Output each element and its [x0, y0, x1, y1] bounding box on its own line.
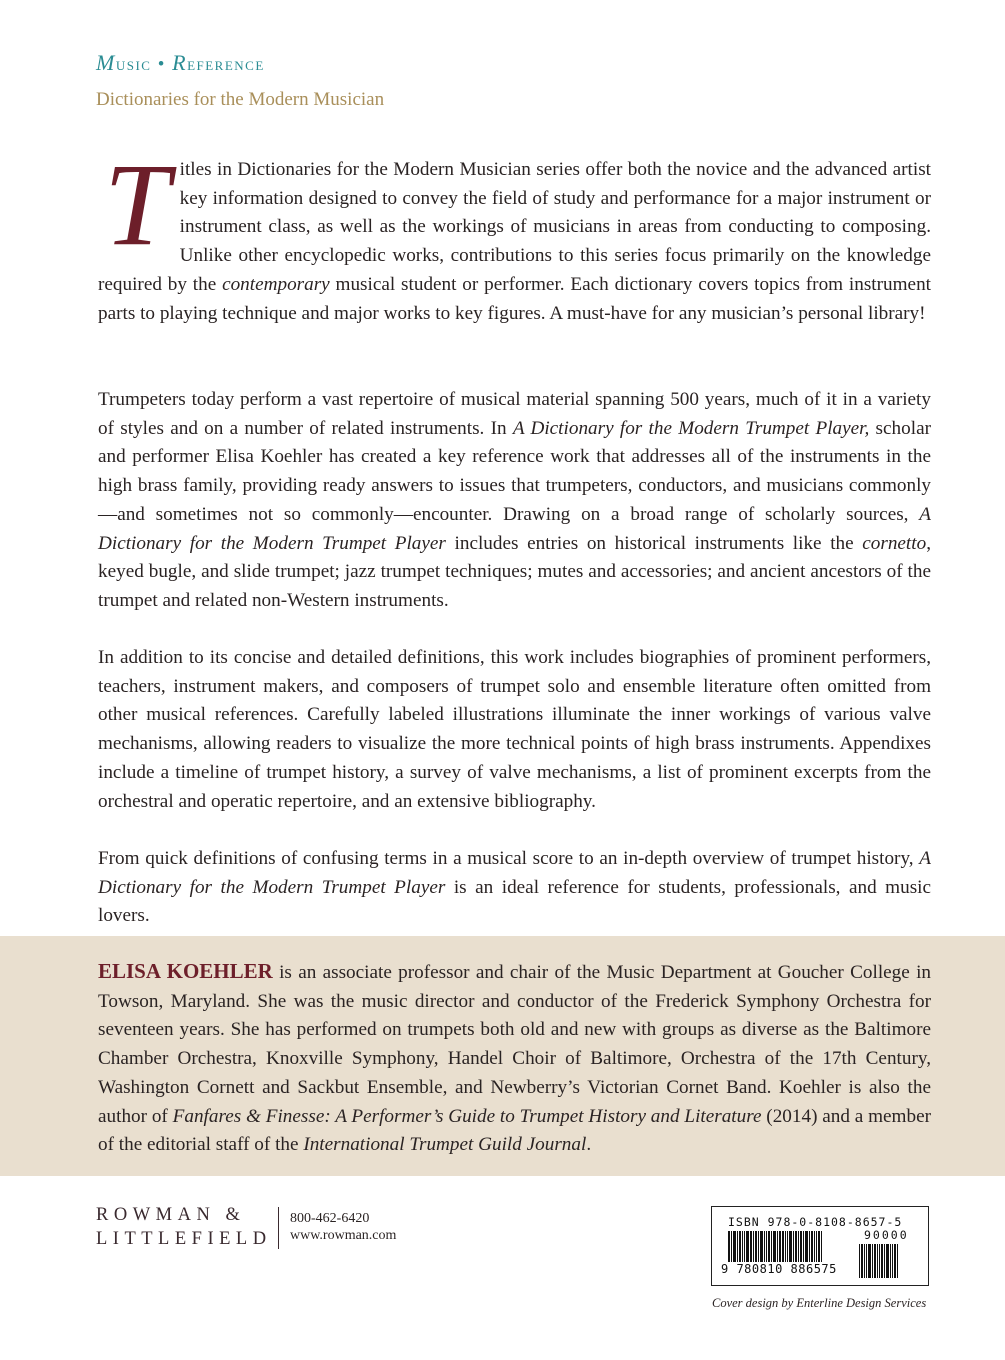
series-label	[96, 50, 265, 76]
paragraph-series-intro	[98, 139, 931, 328]
publisher-line-2: LITTLEFIELD	[96, 1229, 272, 1249]
bio-text: is an associate professor and chair of the Music Department at Goucher College in Towson, Maryland. She was the music director and conductor of the Frederick Symphony Orchestra for seventeen years. She has performed on trumpets both old and new with groups as diverse as the Baltimore Chamber Orchestra, Knoxville Symphony, Handel Choir of Baltimore, Orchestra of the 17th Century, Washington Cornett and Sackbut Ensemble, and Newberry’s Victorian Cornet Band. Koehler is also the author of	[98, 962, 931, 1127]
paragraph-text: scholar and performer Elisa Koehler has created a key reference work that addresses all of the instruments in the high brass family, providing ready answers to issues that trumpeters, conductors, and musicians commonly—and sometimes not so commonly—encounter. Drawing on a broad range of scholarly sources,	[98, 417, 931, 525]
paragraph-book-description	[98, 386, 931, 616]
paragraph-text: From quick definitions of confusing terms in a musical score to an in-depth overview of trumpet history,	[98, 848, 920, 869]
book-title: Fanfares & Finesse: A Performer’s Guide to Trumpet History and Literature	[172, 1105, 762, 1127]
italic-term: cornetto	[862, 532, 927, 554]
book-title: A Dictionary for the Modern Trumpet Player,	[512, 417, 870, 439]
publisher-line-1: ROWMAN &	[96, 1205, 246, 1225]
publisher-logo	[96, 1203, 272, 1251]
isbn-barcode	[711, 1206, 929, 1286]
series-label-cap-m: M	[96, 50, 116, 75]
paragraph-text: Trumpeters today perform a vast repertoire of musical material spanning 500 years, much of it in a variety of styles and on a number of related instruments. In	[98, 389, 931, 439]
publisher-phone: 800-462-6420	[290, 1211, 370, 1226]
paragraph-text: musical student or performer. Each dictionary covers topics from instrument parts to playing technique and major works to key figures. A must-have for any musician’s personal library!	[98, 273, 931, 324]
cover-credit: Cover design by Enterline Design Services	[712, 1296, 927, 1310]
publisher-website[interactable]: www.rowman.com	[290, 1228, 397, 1243]
book-title: A Dictionary for the Modern Trumpet Player	[98, 848, 931, 898]
paragraph-features: In addition to its concise and detailed definitions, this work includes biographies of prominent performers, teachers, instrument makers, and composers of trumpet solo and ensemble literature often omitted from other musical references. Carefully labeled illustrations illuminate the inner workings of various valve mechanisms, allowing readers to visualize the more technical points of high brass instruments. Appendixes include a timeline of trumpet history, a survey of valve mechanisms, a list of prominent excerpts from the orchestral and operatic repertoire, and an extensive bibliography.	[98, 647, 931, 812]
paragraph-summary	[98, 845, 931, 931]
bullet-icon: •	[157, 54, 166, 75]
bio-text: (2014) and a member of the editorial staff of the	[98, 1105, 931, 1156]
paragraph-text: includes entries on historical instruments like the	[445, 532, 863, 554]
italic-term: contemporary	[222, 273, 330, 295]
series-label-music: usic	[115, 54, 152, 75]
publisher-divider	[278, 1207, 279, 1249]
series-subtitle: Dictionaries for the Modern Musician	[96, 89, 385, 110]
publisher-contact	[290, 1210, 396, 1244]
dropcap: T	[104, 139, 170, 270]
author-name: ELISA KOEHLER	[98, 959, 273, 983]
ean-number: 9 780810 886575	[721, 1262, 837, 1276]
bio-text: .	[586, 1134, 592, 1156]
price-code: 90000	[864, 1228, 909, 1242]
paragraph-text: itles in Dictionaries for the Modern Musician series offer both the novice and the advanced artist key information designed to convey the field of study and performance for a major instrument or instrument class, as well as the workings of musicians in areas from conducting to composing. Unlike other encyclopedic works, contributions to this series focus primarily on the knowledge required by the	[98, 159, 931, 295]
paragraph-text: , keyed bugle, and slide trumpet; jazz trumpet techniques; mutes and accessories; and ancient ancestors of the trumpet and related non-Western instruments.	[98, 532, 931, 611]
series-label-cap-r: R	[172, 50, 188, 75]
paragraph-text: is an ideal reference for students, professionals, and music lovers.	[98, 876, 932, 927]
isbn-text: ISBN 978-0-8108-8657-5	[728, 1215, 903, 1229]
author-bio	[98, 957, 931, 1160]
price-barcode-icon	[859, 1244, 919, 1278]
book-title: A Dictionary for the Modern Trumpet Player	[98, 503, 931, 554]
series-label-reference: eference	[187, 54, 265, 75]
journal-title: International Trumpet Guild Journal	[303, 1134, 587, 1156]
